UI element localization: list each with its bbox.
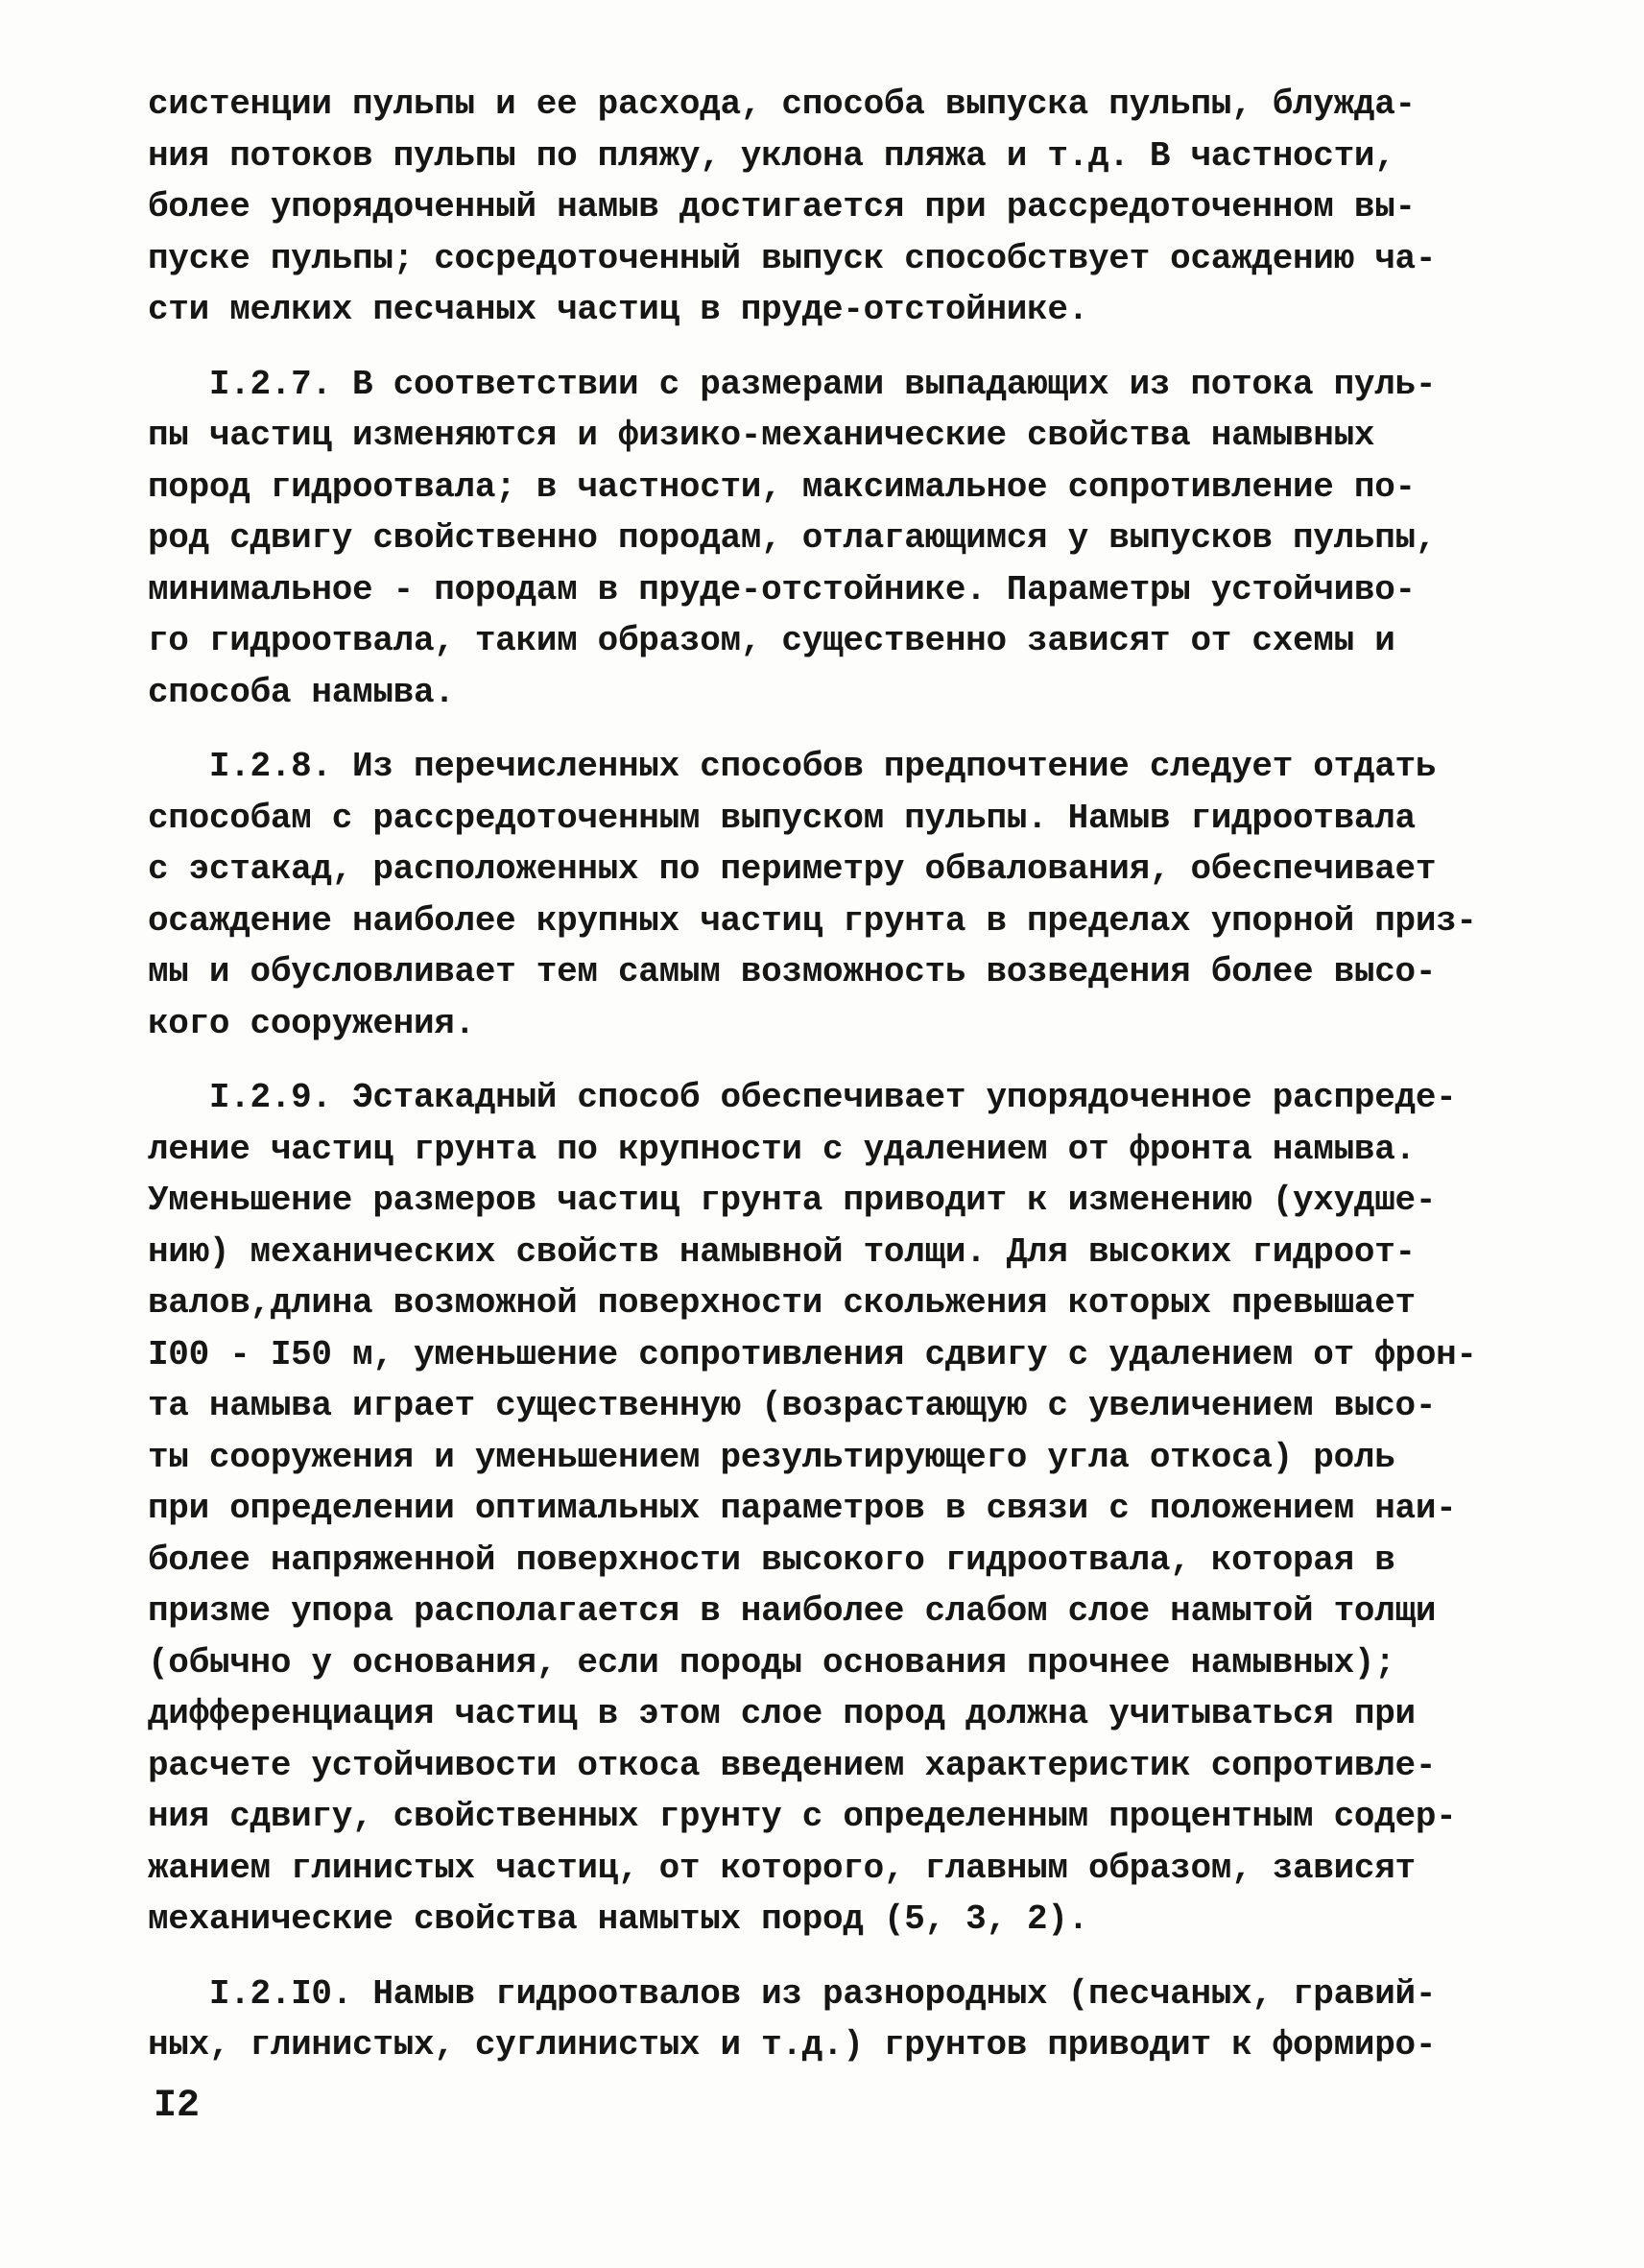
paragraph-1-2-8 <box>148 741 1511 1049</box>
text-line: кого сооружения. <box>148 1003 475 1043</box>
paragraph-1-2-10 <box>148 1969 1511 2071</box>
text-line: при определении оптимальных параметров в связи с положением наи- <box>148 1489 1457 1528</box>
text-line: мы и обусловливает тем самым возможность возведения более высо- <box>148 952 1437 991</box>
body-text <box>148 79 1511 2094</box>
text-line: минимальное - породам в пруде-отстойнике. Параметры устойчиво- <box>148 569 1416 609</box>
paragraph-1-2-7 <box>148 359 1511 719</box>
text-line: Уменьшение размеров частиц грунта приводит к изменению (ухудше- <box>148 1181 1437 1220</box>
text-line: ных, глинистых, суглинистых и т.д.) грунтов приводит к формиро- <box>148 2025 1437 2065</box>
text-line: с эстакад, расположенных по периметру обвалования, обеспечивает <box>148 849 1437 889</box>
text-line: валов,длина возможной поверхности скольжения которых превышает <box>148 1283 1416 1323</box>
text-line: пород гидроотвала; в частности, максимальное сопротивление по- <box>148 466 1416 507</box>
text-line: та намыва играет существенную (возрастающую с увеличением высо- <box>148 1386 1437 1425</box>
text-line: механические свойства намытых пород (5, 3, 2). <box>148 1899 1088 1939</box>
text-line: ния сдвигу, свойственных грунту с определенным процентным содер- <box>148 1797 1457 1836</box>
text-line: пы частиц изменяются и физико-механические свойства намывных <box>148 416 1375 455</box>
text-line: I.2.I0. Намыв гидроотвалов из разнородных (песчаных, гравий- <box>148 1973 1437 2014</box>
text-line: I.2.8. Из перечисленных способов предпочтение следует отдать <box>148 747 1437 786</box>
text-line: (обычно у основания, если породы основания прочнее намывных); <box>148 1642 1395 1683</box>
text-line: ление частиц грунта по крупности с удалением от фронта намыва. <box>148 1129 1416 1169</box>
text-line: жанием глинистых частиц, от которого, главным образом, зависят <box>148 1848 1416 1888</box>
text-line: более упорядоченный намыв достигается при рассредоточенном вы- <box>148 187 1416 227</box>
text-line: способа намыва. <box>148 672 455 712</box>
text-line: ния потоков пульпы по пляжу, уклона пляжа и т.д. В частности, <box>148 135 1395 176</box>
text-line: способам с рассредоточенным выпуском пульпы. Намыв гидроотвала <box>148 798 1416 838</box>
paragraph-1-2-9 <box>148 1072 1511 1946</box>
text-line: призме упора располагается в наиболее слабом слое намытой толщи <box>148 1591 1437 1631</box>
text-line: более напряженной поверхности высокого гидроотвала, которая в <box>148 1540 1395 1580</box>
text-line: сти мелких песчаных частиц в пруде-отстойнике. <box>148 290 1088 329</box>
text-line: осаждение наиболее крупных частиц грунта в пределах упорной приз- <box>148 900 1477 941</box>
text-line: ты сооружения и уменьшением результирующего угла откоса) роль <box>148 1437 1395 1477</box>
text-line: I.2.9. Эстакадный способ обеспечивает упорядоченное распреде- <box>148 1078 1457 1117</box>
text-line: нию) механических свойств намывной толщи. Для высоких гидроот- <box>148 1231 1416 1272</box>
text-line: I00 - I50 м, уменьшение сопротивления сдвигу с удалением от фрон- <box>148 1334 1477 1374</box>
text-line: расчете устойчивости откоса введением характеристик сопротивле- <box>148 1745 1437 1785</box>
text-line: го гидроотвала, таким образом, существенно зависят от схемы и <box>148 621 1395 660</box>
text-line: пуске пульпы; сосредоточенный выпуск способствует осаждению ча- <box>148 238 1437 278</box>
text-line: род сдвигу свойственно породам, отлагающимся у выпусков пульпы, <box>148 518 1437 558</box>
text-line: I.2.7. В соответствии с размерами выпадающих из потока пуль- <box>148 364 1437 404</box>
paragraph-consistency-continuation <box>148 79 1511 336</box>
text-line: систенции пульпы и ее расхода, способа выпуска пульпы, блужда- <box>148 84 1416 124</box>
page-number: I2 <box>154 2085 201 2128</box>
text-line: дифференциация частиц в этом слое пород должна учитываться при <box>148 1694 1416 1733</box>
